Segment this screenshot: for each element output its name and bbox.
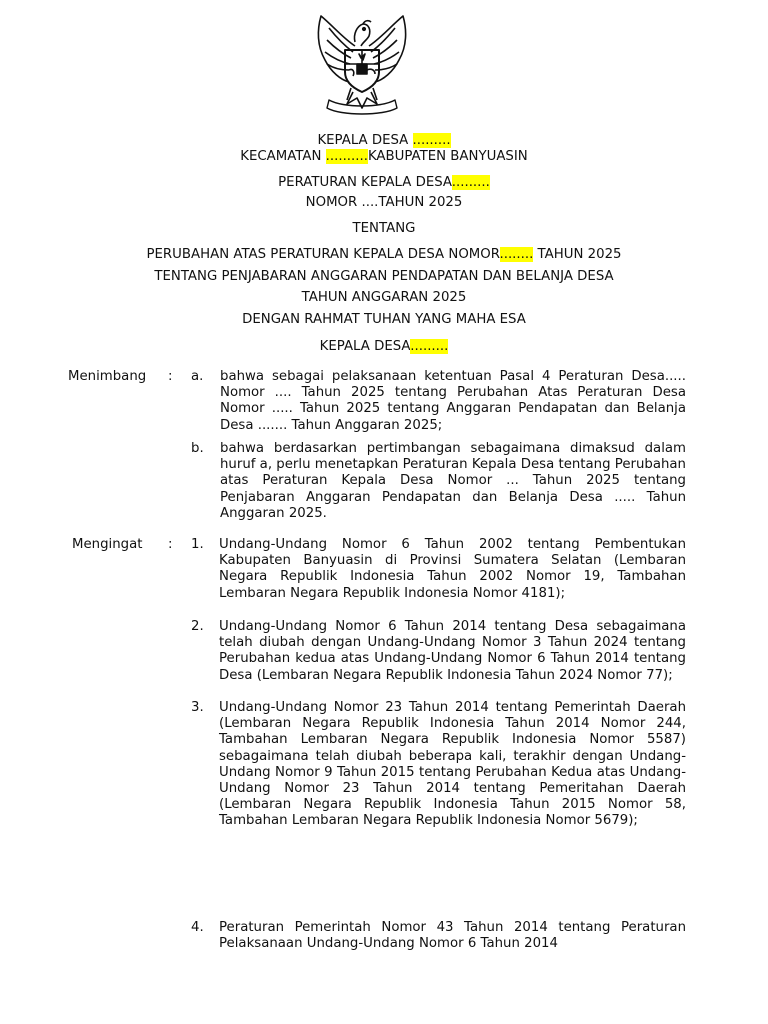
mengingat-label: Mengingat — [72, 537, 143, 552]
enacting-village-placeholder: ......... — [410, 339, 449, 354]
garuda-emblem-icon — [303, 12, 421, 118]
header-district-text: KECAMATAN — [240, 149, 326, 164]
header-regency-text: KABUPATEN BANYUASIN — [367, 149, 528, 164]
subject-line-1 — [0, 247, 768, 263]
regulation-title-text: PERATURAN KEPALA DESA — [278, 175, 452, 190]
mengingat-item-2: Undang-Undang Nomor 6 Tahun 2014 tentang Desa sebagaimana telah diubah dengan Undang-Undang Nomor 3 Tahun 2024 tentang Perubahan kedua atas Undang-Undang Nomor 6 Tahun 2014 tentang Desa (Lembaran Negara Republik Indonesia Tahun 2024 Nomor 77); — [219, 619, 686, 683]
village-name-placeholder: ......... — [412, 133, 451, 148]
subject-line-3: TAHUN ANGGARAN 2025 — [301, 290, 467, 305]
menimbang-item-a: bahwa sebagai pelaksanaan ketentuan Pasal 4 Peraturan Desa..... Nomor .... Tahun 2025 tentang Perubahan Atas Peraturan Desa Nomor ..... Tahun 2025 tentang Anggaran Pendapatan dan Belanja Desa ....... Tahun Anggaran 2025; — [220, 369, 686, 433]
menimbang-item-b: bahwa berdasarkan pertimbangan sebagaimana dimaksud dalam huruf a, perlu menetapkan Peraturan Kepala Desa tentang Perubahan atas Peraturan Kepala Desa Nomor ... Tahun 2025 tentang Penjabaran Anggaran Pendapatan dan Belanja Desa ..... Tahun Anggaran 2025. — [220, 441, 686, 521]
menimbang-marker-b: b. — [191, 441, 204, 456]
mengingat-marker-3: 3. — [191, 700, 204, 715]
menimbang-marker-a: a. — [191, 369, 204, 384]
header-village-head — [0, 133, 768, 149]
mengingat-item-3: Undang-Undang Nomor 23 Tahun 2014 tentang Pemerintah Daerah (Lembaran Negara Republik Indonesia Tahun 2014 Nomor 244, Tambahan Lembaran Negara Republik Indonesia Nomor 5587) sebagaimana telah diubah beberapa kali, terakhir dengan Undang-Undang Nomor 9 Tahun 2015 tentang Perubahan Kedua atas Undang-Undang Nomor 23 Tahun 2014 tentang Pemeritahan Daerah (Lembaran Negara Republik Indonesia Tahun 2015 Nomor 58, Tambahan Lembaran Negara Republik Indonesia Nomor 5679); — [219, 700, 686, 829]
subject-line-1-year: TAHUN 2025 — [533, 247, 622, 262]
subject-line-2: TENTANG PENJABARAN ANGGARAN PENDAPATAN DAN BELANJA DESA — [154, 269, 614, 284]
tentang-heading: TENTANG — [352, 221, 416, 236]
mengingat-marker-1: 1. — [191, 537, 204, 552]
invocation-line: DENGAN RAHMAT TUHAN YANG MAHA ESA — [242, 312, 526, 327]
mengingat-item-1: Undang-Undang Nomor 6 Tahun 2002 tentang Pembentukan Kabupaten Banyuasin di Provinsi Sumatera Selatan (Lembaran Negara Republik Indonesia Tahun 2002 Nomor 19, Tambahan Lembaran Negara Republik Indonesia Nomor 4181); — [219, 537, 686, 601]
enacting-authority-text: KEPALA DESA — [319, 339, 411, 354]
enacting-authority — [0, 339, 768, 355]
regulation-number: NOMOR ....TAHUN 2025 — [305, 195, 463, 210]
menimbang-colon: : — [168, 369, 173, 384]
menimbang-label: Menimbang — [68, 369, 147, 384]
subject-line-1-text: PERUBAHAN ATAS PERATURAN KEPALA DESA NOMOR — [146, 247, 500, 262]
regulation-village-placeholder: ......... — [451, 175, 490, 190]
header-district — [0, 149, 768, 165]
mengingat-marker-4: 4. — [191, 920, 204, 935]
mengingat-item-4: Peraturan Pemerintah Nomor 43 Tahun 2014 tentang Peraturan Pelaksanaan Undang-Undang Nomor 6 Tahun 2014 — [219, 920, 686, 952]
district-name-placeholder: .......... — [325, 149, 368, 164]
mengingat-colon: : — [168, 537, 173, 552]
regulation-title — [0, 175, 768, 191]
header-village-head-text: KEPALA DESA — [317, 133, 413, 148]
mengingat-marker-2: 2. — [191, 619, 204, 634]
regulation-number-placeholder: ........ — [499, 247, 534, 262]
